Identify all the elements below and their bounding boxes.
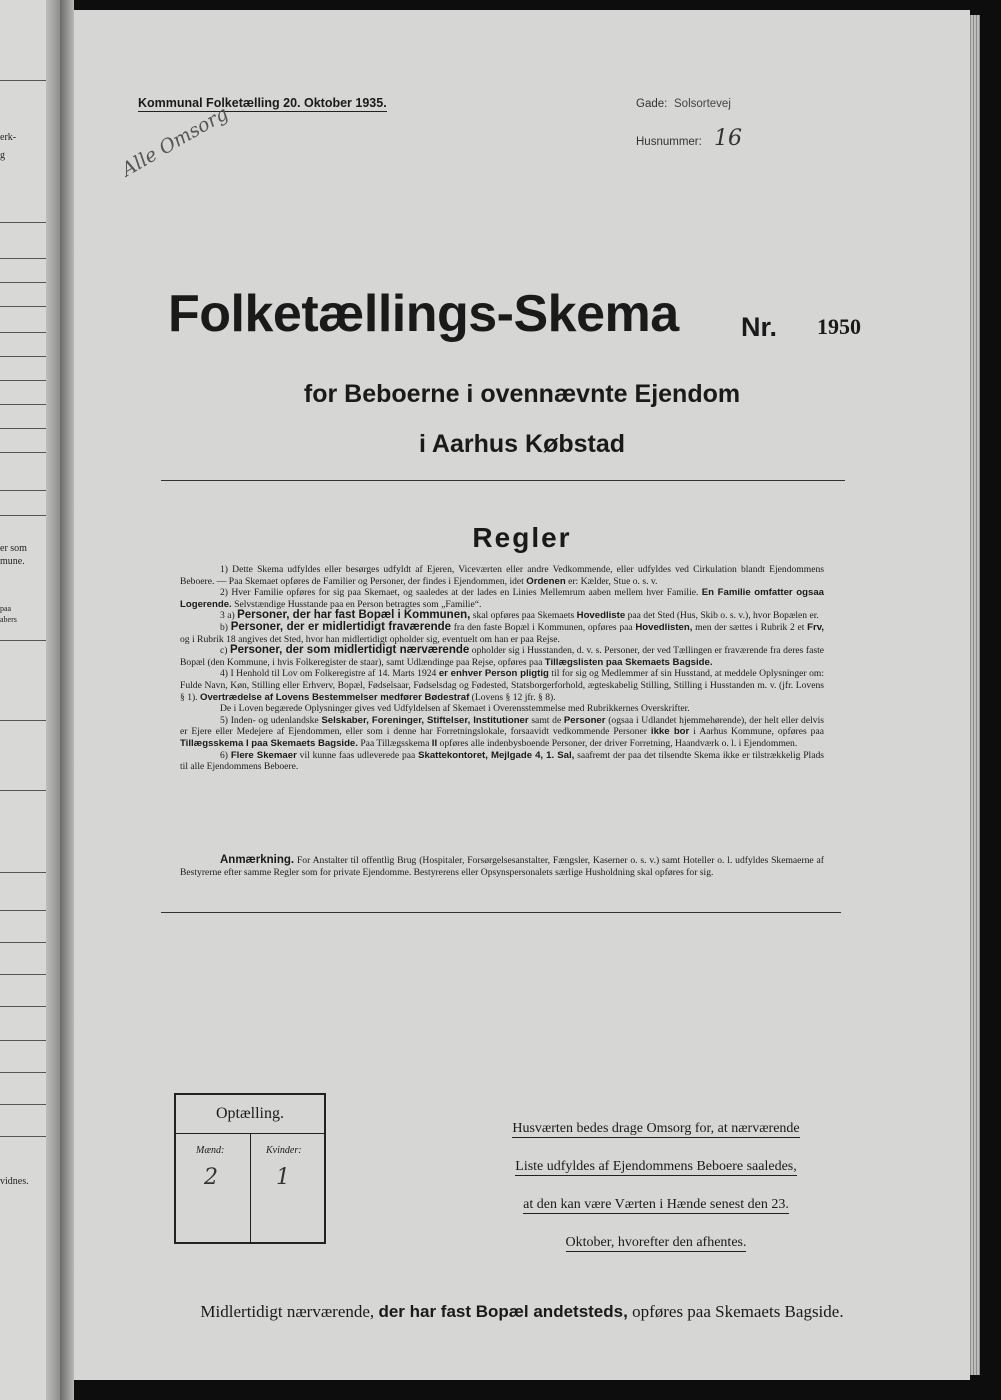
anmaerkning-text: For Anstalter til offentlig Brug (Hospitaler, Forsørgelsesanstalter, Fængsler, Kaserner o. s. v.) samt Hoteller o. l. udfyldes Skemaerne af Bestyrerne efter samme Regler som for private Ejendomme. Bestyrerens eller Opsynspersonalets særlige Husholdning skal opføres for sig. <box>180 855 824 878</box>
rule <box>0 258 46 259</box>
footer-instruction: Midlertidigt nærværende, der har fast Bopæl andetsteds, opføres paa Skemaets Bagside. <box>200 1302 844 1321</box>
rule-3b: b) Personer, der er midlertidigt fraværende fra den faste Bopæl i Kommunen, opføres paa Hovedlisten, men der sættes i Rubrik 2 et Frv, og i Rubrik 18 angives det Sted, hvor han midlertidigt opholder sig, eventuelt om han er paa Rejse. <box>180 620 824 645</box>
rule <box>0 1072 46 1073</box>
rule <box>0 942 46 943</box>
street-label: Gade: <box>636 98 668 110</box>
house-number-label: Husnummer: <box>636 136 702 148</box>
rule-2: 2) Hver Familie opføres for sig paa Skemaet, og saaledes at der lades en Linies Mellemrum aaben mellem hver Familie. En Familie omfatter ogsaa Logerende. Selvstændige Husstande paa en Person betragtes som „Familie“. <box>180 587 824 610</box>
count-box-divider <box>250 1133 251 1242</box>
rule <box>0 356 46 357</box>
men-label: Mænd: <box>196 1145 225 1156</box>
rule <box>0 1040 46 1041</box>
rule-4: 4) I Henhold til Lov om Folkeregistre af 14. Marts 1924 er enhver Person pligtig til for sig og Medlemmer af sin Husstand, at meddele Oplysninger om: Fulde Navn, Køn, Stilling eller Erhverv, Bopæl, Fødselsaar, Fødselsdag og Fødested, Statsborgerforhold, ægteskabelig Stilling, Stilling i Husstanden m. v. (jfr. Lovens § 1). Overtrædelse af Lovens Bestemmelser medfører Bødestraf (Lovens § 12 jfr. § 8). <box>180 668 825 703</box>
census-header: Kommunal Folketælling 20. Oktober 1935. <box>138 96 387 110</box>
men-count: 2 <box>204 1165 218 1190</box>
rule <box>0 380 46 381</box>
page-fold <box>46 0 60 1400</box>
rule <box>0 306 46 307</box>
form-subtitle-city: i Aarhus Købstad <box>418 430 626 458</box>
landlord-notice <box>478 1110 834 1262</box>
form-number-value: 1950 <box>817 314 861 339</box>
left-page-fragment <box>0 0 60 1400</box>
notice-line: at den kan være Værten i Hænde senest den 23. <box>523 1197 789 1212</box>
women-label: Kvinder: <box>266 1145 302 1156</box>
handwritten-note: Alle Omsorg <box>118 102 233 182</box>
rule <box>0 974 46 975</box>
count-box <box>174 1093 326 1244</box>
rule-3a: 3 a) Personer, der har fast Bopæl i Kommunen, skal opføres paa Skemaets Hovedliste paa det Sted (Hus, Skib o. s. v.), hvor Bopælen er. <box>220 609 819 622</box>
notice-line: Husværten bedes drage Omsorg for, at nærværende <box>512 1121 800 1136</box>
form-number-label: Nr. <box>741 312 778 342</box>
rule <box>0 404 46 405</box>
rule <box>0 910 46 911</box>
left-text-fragment: er som <box>0 543 27 554</box>
rule <box>0 80 46 81</box>
book-gutter <box>60 0 74 1400</box>
rule-5: 5) Inden- og udenlandske Selskaber, Foreninger, Stiftelser, Institutioner samt de Personer (ogsaa i Udlandet hjemmehørende), der helt eller delvis er Ejere eller Medejere af Ejendommen, eller som i denne har Forretningslokale, forsaavidt vedkommende Personer ikke bor i Aarhus Kommune, opføres paa Tillægsskema I paa Skemaets Bagside. Paa Tillægsskema II opføres alle indenbysboende Personer, der driver Forretning, Haandværk o. l. i Ejendommen. <box>180 714 824 749</box>
form-subtitle: for Beboerne i ovennævnte Ejendom <box>303 380 741 408</box>
rule <box>0 872 46 873</box>
rule <box>0 428 46 429</box>
rule <box>0 790 46 791</box>
rule-1: 1) Dette Skema udfyldes eller besørges udfyldt af Ejeren, Viceværten eller andre Vedkommende, eller udfyldes ved Cirkulation blandt Ejendommens Beboere. — Paa Skemaet opføres de Familier og Personer, der findes i Ejendommen, idet Ordenen er: Kælder, Stue o. s. v. <box>180 564 824 587</box>
rule-6: 6) Flere Skemaer vil kunne faas udleverede paa Skattekontoret, Mejlgade 4, 1. Sal, saafremt der paa det tilsendte Skema ikke er tilstrækkelig Plads til alle Ejendommens Beboere. <box>180 749 824 773</box>
form-title: Folketællings-Skema <box>168 285 679 343</box>
divider <box>161 912 841 913</box>
left-text-fragment: abers <box>0 615 17 624</box>
left-text-fragment: g <box>0 150 5 161</box>
notice-line: Liste udfyldes af Ejendommens Beboere saaledes, <box>515 1159 797 1174</box>
rule <box>0 1104 46 1105</box>
rule <box>0 1136 46 1137</box>
rule-4-continued: De i Loven begærede Oplysninger gives ved Udfyldelsen af Skemaet i Overensstemmelse med Rubrikkernes Overskrifter. <box>220 703 690 715</box>
rules-text <box>180 564 824 773</box>
rule <box>0 222 46 223</box>
rule <box>0 720 46 721</box>
left-text-fragment: mune. <box>0 556 25 567</box>
rule <box>0 490 46 491</box>
census-form-page <box>74 10 970 1380</box>
rule <box>0 452 46 453</box>
left-text-fragment: vidnes. <box>0 1176 29 1187</box>
left-text-fragment: paa <box>0 604 12 613</box>
rule <box>0 515 46 516</box>
divider <box>161 480 845 481</box>
rules-heading: Regler <box>472 522 572 553</box>
count-box-title: Optælling. <box>176 1095 324 1134</box>
rule-3c: c) Personer, der som midlertidigt nærværende opholder sig i Husstanden, d. v. s. Personer, der ved Tællingen er fraværende fra deres faste Bopæl (den Kommune, i hvis Folkeregister de staar), samt Udlændinge paa Rejse, opføres paa Tillægslisten paa Skemaets Bagside. <box>180 644 824 668</box>
rule <box>0 640 46 641</box>
women-count: 1 <box>276 1165 290 1190</box>
house-number-value: 16 <box>714 126 742 151</box>
left-text-fragment: erk- <box>0 132 17 143</box>
rule <box>0 1006 46 1007</box>
street-value: Solsortevej <box>674 98 731 110</box>
notice-line: Oktober, hvorefter den afhentes. <box>565 1235 747 1250</box>
anmaerkning-note <box>180 855 824 878</box>
anmaerkning-label: Anmærkning. <box>220 854 295 866</box>
rule <box>0 332 46 333</box>
rule <box>0 282 46 283</box>
